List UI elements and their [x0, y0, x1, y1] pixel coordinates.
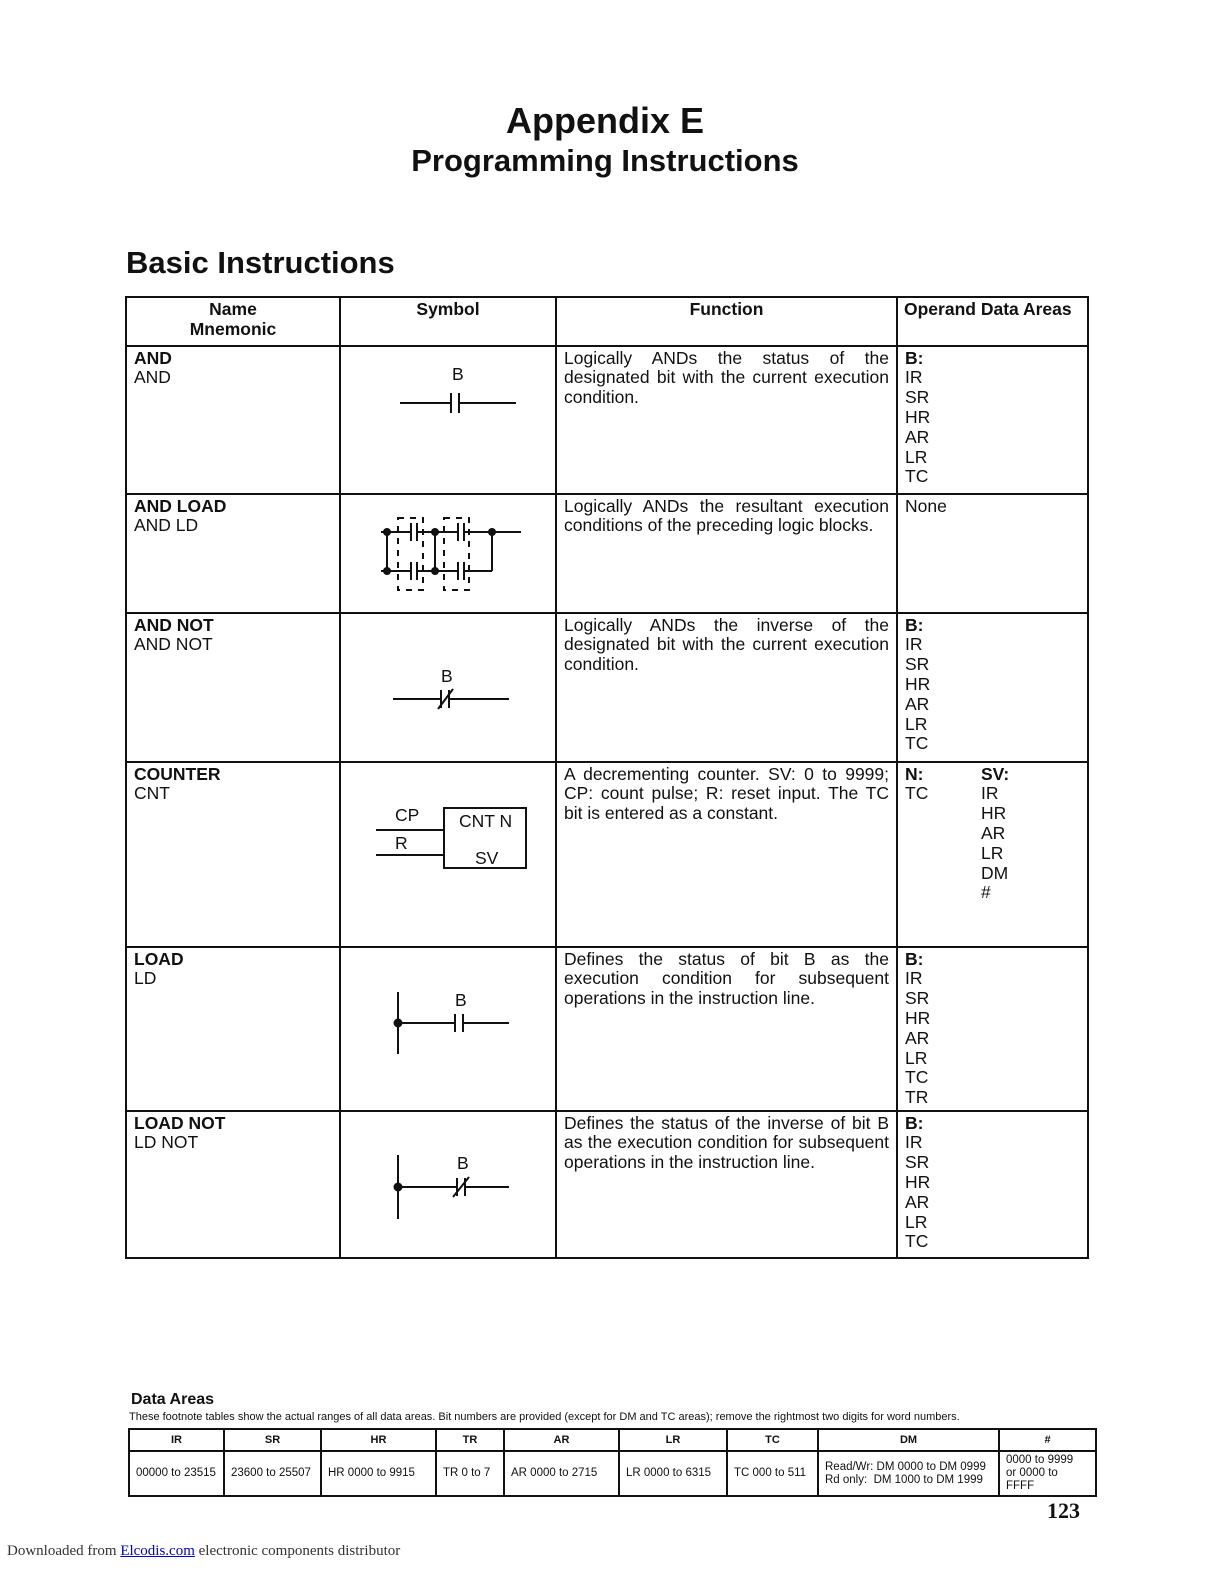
data-areas-value-row: [129, 1451, 1096, 1496]
data-area-header: #: [999, 1429, 1096, 1451]
operand-item: #: [981, 882, 991, 903]
operand-item: IR: [905, 1132, 923, 1153]
contact-not-symbol: [341, 614, 555, 761]
operands-cell: [897, 346, 1088, 494]
operand-item: AR: [905, 426, 930, 447]
header-name: [126, 297, 340, 346]
operand-none: None: [905, 495, 947, 516]
instruction-name: LOAD NOT: [134, 1112, 226, 1133]
operand-item: LR: [905, 1211, 928, 1232]
data-area-value: LR 0000 to 6315: [619, 1451, 727, 1496]
data-areas-table: [128, 1428, 1097, 1497]
download-footer: [7, 1543, 400, 1560]
data-area-header: LR: [619, 1429, 727, 1451]
symbol-box-bottom: SV: [475, 847, 499, 868]
table-row: [126, 762, 1088, 947]
name-cell: [126, 613, 340, 762]
and-load-symbol: [341, 495, 555, 612]
function-cell: Logically ANDs the status of the designated bit with the current execution condition.: [556, 346, 897, 494]
header-operands: Operand Data Areas: [897, 297, 1088, 346]
table-row: [126, 613, 1088, 762]
instructions-table: [125, 296, 1089, 1259]
data-area-value: AR 0000 to 2715: [504, 1451, 619, 1496]
operand-item: LR: [981, 842, 1004, 863]
operands-cell: [897, 947, 1088, 1111]
operand-item: TC: [905, 733, 929, 754]
operand-label: B:: [905, 614, 924, 635]
table-row: [126, 346, 1088, 494]
operand-item: IR: [981, 783, 999, 804]
data-area-header: TC: [727, 1429, 818, 1451]
symbol-cp-label: CP: [395, 804, 420, 825]
name-cell: [126, 1111, 340, 1258]
function-cell: Defines the status of the inverse of bit B as the execution condition for subsequent operations in the instruction line.: [556, 1111, 897, 1258]
function-cell: A decrementing counter. SV: 0 to 9999; CP: count pulse; R: reset input. The TC bit is entered as a constant.: [556, 762, 897, 947]
name-cell: [126, 947, 340, 1111]
operand-item: SR: [905, 1152, 930, 1173]
function-cell: Logically ANDs the resultant execution conditions of the preceding logic blocks.: [556, 494, 897, 613]
load-not-symbol: [341, 1112, 555, 1257]
symbol-label: B: [457, 1152, 469, 1173]
data-area-value: 00000 to 23515: [129, 1451, 224, 1496]
operand-label: B:: [905, 347, 924, 368]
operand-item: TC: [905, 1231, 929, 1252]
hash-line-1: 0000 to 9999: [1006, 1454, 1074, 1466]
operands-sv-column: [981, 765, 1009, 904]
data-area-value: TC 000 to 511: [727, 1451, 818, 1496]
appendix-subtitle: Programming Instructions: [411, 143, 799, 178]
data-area-header: TR: [436, 1429, 504, 1451]
instruction-name: LOAD: [134, 948, 184, 969]
instruction-mnemonic: AND NOT: [134, 634, 213, 655]
instruction-mnemonic: AND: [134, 367, 171, 388]
contact-symbol: [341, 347, 555, 493]
operands-n-column: [905, 765, 981, 904]
data-areas-header-row: [129, 1429, 1096, 1451]
symbol-label: B: [452, 363, 464, 384]
operand-item: AR: [905, 693, 930, 714]
footer-prefix: Downloaded from: [7, 1543, 117, 1559]
data-area-header: IR: [129, 1429, 224, 1451]
operand-item: HR: [905, 1171, 931, 1192]
data-area-hash-value: [999, 1451, 1096, 1496]
data-area-header: AR: [504, 1429, 619, 1451]
symbol-cell: [340, 762, 556, 947]
operand-label: B:: [905, 1112, 924, 1133]
operand-label-n: N:: [905, 763, 924, 784]
instruction-mnemonic: LD: [134, 968, 157, 989]
symbol-r-label: R: [395, 832, 408, 853]
function-cell: Defines the status of bit B as the execution condition for subsequent operations in the instruction line.: [556, 947, 897, 1111]
counter-symbol: [341, 763, 555, 946]
operand-item: SR: [905, 654, 930, 675]
operands-cell: [897, 762, 1088, 947]
header-mnemonic-label: Mnemonic: [189, 318, 277, 339]
section-title: Basic Instructions: [126, 245, 395, 280]
operand-item: TC: [905, 1067, 929, 1088]
symbol-label: B: [441, 665, 453, 686]
instruction-mnemonic: AND LD: [134, 515, 199, 536]
symbol-cell: [340, 346, 556, 494]
operand-item: AR: [981, 822, 1006, 843]
operand-item: IR: [905, 634, 923, 655]
operand-item: SR: [905, 988, 930, 1009]
operand-item: LR: [905, 446, 928, 467]
dm-line-1: Read/Wr: DM 0000 to DM 0999: [825, 1460, 986, 1473]
symbol-cell: [340, 494, 556, 613]
operand-item: TR: [905, 1087, 929, 1108]
name-cell: [126, 494, 340, 613]
table-row: [126, 947, 1088, 1111]
operand-item: IR: [905, 968, 923, 989]
symbol-cell: [340, 613, 556, 762]
data-area-value: HR 0000 to 9915: [321, 1451, 436, 1496]
symbol-label: B: [455, 989, 467, 1010]
operand-item: AR: [905, 1191, 930, 1212]
operand-item: HR: [905, 1007, 931, 1028]
operand-label-sv: SV:: [981, 763, 1010, 784]
data-area-header: HR: [321, 1429, 436, 1451]
table-row: [126, 494, 1088, 613]
load-symbol: [341, 948, 555, 1110]
operand-label: B:: [905, 948, 924, 969]
footer-link[interactable]: Elcodis.com: [120, 1543, 195, 1559]
instruction-name: AND NOT: [134, 614, 214, 635]
operand-item: TC: [905, 466, 929, 487]
footer-suffix: electronic components distributor: [198, 1543, 401, 1559]
operands-cell: [897, 494, 1088, 613]
data-areas-note: These footnote tables show the actual ranges of all data areas. Bit numbers are provided (except for DM and TC areas); remove the rightmost two digits for word numbers.: [129, 1411, 960, 1423]
operands-cell: [897, 1111, 1088, 1258]
operand-item: DM: [981, 862, 1009, 883]
table-header-row: [126, 297, 1088, 346]
name-cell: [126, 346, 340, 494]
table-row: [126, 1111, 1088, 1258]
data-area-value: TR 0 to 7: [436, 1451, 504, 1496]
operand-item: HR: [905, 673, 931, 694]
instruction-mnemonic: CNT: [134, 783, 170, 804]
page-number: 123: [1047, 1498, 1080, 1523]
operands-two-column: [905, 765, 1080, 904]
function-cell: Logically ANDs the inverse of the designated bit with the current execution condition.: [556, 613, 897, 762]
data-area-header: DM: [818, 1429, 999, 1451]
data-area-header: SR: [224, 1429, 321, 1451]
hash-line-2: or 0000 to FFFF: [1006, 1467, 1058, 1492]
operand-item: IR: [905, 367, 923, 388]
name-cell: [126, 762, 340, 947]
operands-cell: [897, 613, 1088, 762]
data-area-value: 23600 to 25507: [224, 1451, 321, 1496]
appendix-title: Appendix E: [505, 100, 705, 141]
operand-item: LR: [905, 713, 928, 734]
instruction-name: AND LOAD: [134, 495, 227, 516]
header-function: Function: [556, 297, 897, 346]
operand-item: HR: [981, 803, 1007, 824]
operand-item: SR: [905, 387, 930, 408]
header-name-label: Name: [209, 299, 257, 319]
operand-item: TC: [905, 783, 929, 804]
header-symbol: Symbol: [340, 297, 556, 346]
symbol-cell: [340, 1111, 556, 1258]
data-areas-title: Data Areas: [131, 1391, 215, 1408]
instruction-name: COUNTER: [134, 763, 221, 784]
operand-item: AR: [905, 1027, 930, 1048]
instruction-mnemonic: LD NOT: [134, 1132, 199, 1153]
operand-item: HR: [905, 406, 931, 427]
symbol-cell: [340, 947, 556, 1111]
operand-item: LR: [905, 1047, 928, 1068]
instruction-name: AND: [134, 347, 172, 368]
dm-line-2: Rd only: DM 1000 to DM 1999: [825, 1473, 983, 1486]
symbol-box-top: CNT N: [459, 810, 513, 831]
data-area-dm-value: [818, 1451, 999, 1496]
